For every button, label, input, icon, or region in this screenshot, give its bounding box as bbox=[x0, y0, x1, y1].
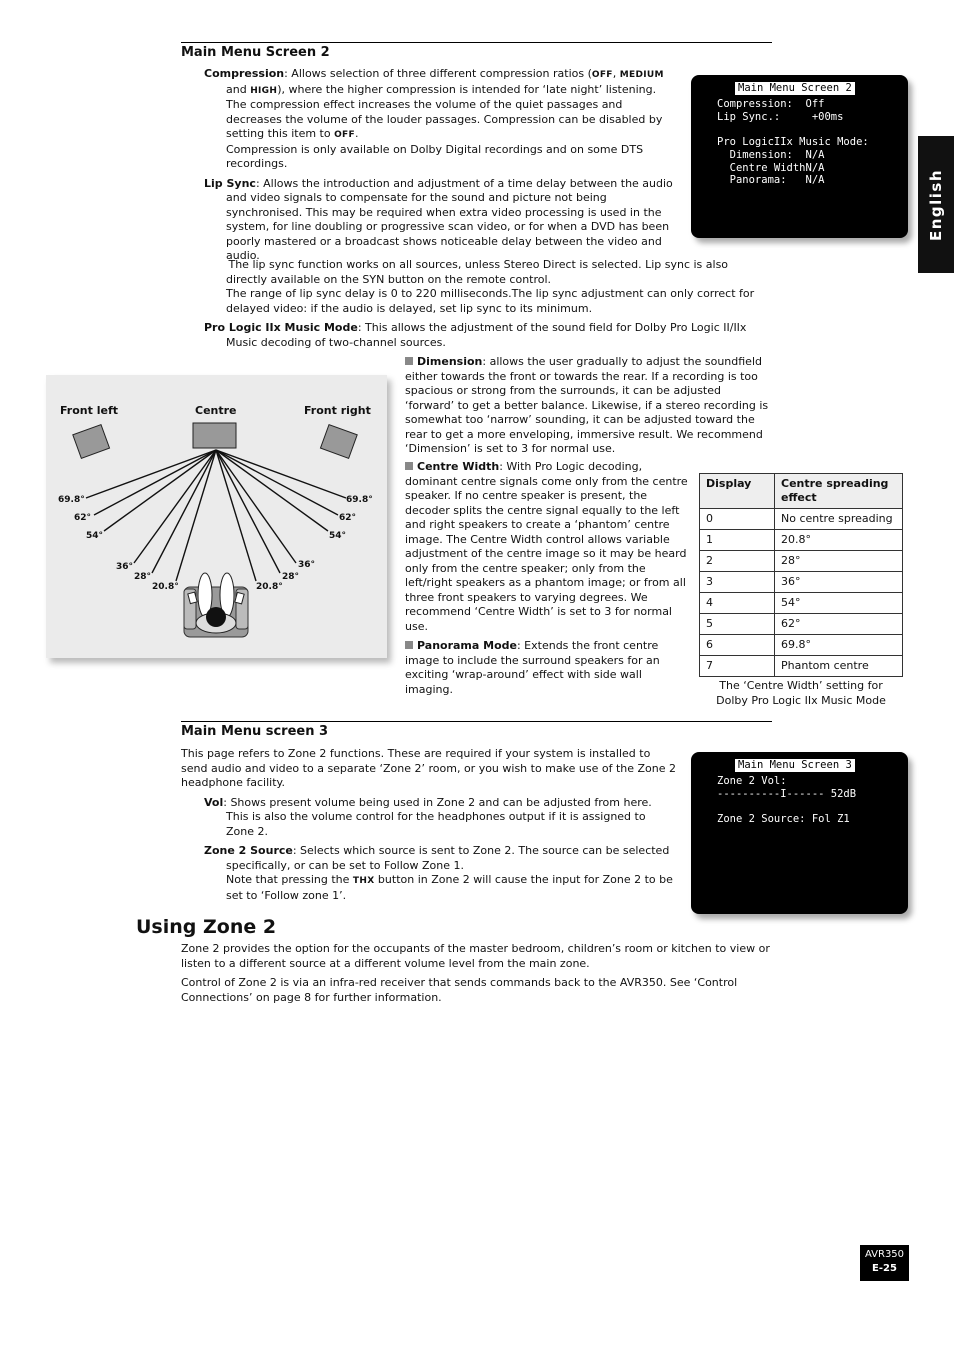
screen3-intro: This page refers to Zone 2 functions. These are required if your system is installed to send audio and video to a separate ‘Zone 2’ room, or you wish to make use of the Zone 2 headphone facility. bbox=[181, 747, 676, 789]
zone2-paragraph: Control of Zone 2 is via an infra-red receiver that sends commands back to the AVR350. See ‘Control Connections’ on page 8 for further information. bbox=[181, 976, 738, 1004]
section-heading: Main Menu Screen 2 bbox=[181, 45, 330, 60]
dimension-item: Dimension: allows the user gradually to adjust the soundfield either towards the front or towards the rear. If a recording is too spacious or strong from the surrounds, it can be adjusted ‘forward’ to get a better balance. Likewise, if a stereo recording is somewhat too ‘narrow’ sounding, it can be adjusted toward the rear to get a more enveloping, immersive result. We recommend ‘Dimension’ is set to 3 for normal use. bbox=[405, 355, 769, 455]
square-bullet-icon bbox=[405, 641, 413, 649]
osd-lines: Zone 2 Vol: ----------I------ 52dB Zone 2 Source: Fol Z1 bbox=[717, 775, 857, 826]
table-caption: The ‘Centre Width’ setting for Dolby Pro Logic IIx Music Mode bbox=[716, 679, 886, 707]
osd-title: Main Menu Screen 3 bbox=[735, 759, 855, 772]
angle-label: 36° bbox=[298, 560, 316, 570]
angle-label: 28° bbox=[282, 572, 300, 582]
listener-illustration bbox=[184, 573, 248, 637]
speaker-diagram-svg bbox=[46, 375, 387, 658]
angle-label: 62° bbox=[339, 513, 357, 523]
table-row: 3 36° bbox=[700, 572, 903, 593]
angle-label: 20.8° bbox=[152, 582, 179, 592]
page-number-box bbox=[860, 1245, 909, 1281]
centre-width-table bbox=[699, 473, 903, 677]
square-bullet-icon bbox=[405, 357, 413, 365]
table-header: Centre spreading effect bbox=[775, 474, 903, 509]
zone2-heading: Using Zone 2 bbox=[136, 916, 277, 938]
osd-screen-3 bbox=[691, 752, 908, 914]
table-row: 4 54° bbox=[700, 593, 903, 614]
table-row: 0 No centre spreading bbox=[700, 509, 903, 530]
section-rule bbox=[181, 721, 772, 722]
angle-label: 54° bbox=[329, 531, 347, 541]
table-row: 7 Phantom centre bbox=[700, 656, 903, 677]
lipsync-item-cont: The lip sync function works on all sources, unless Stereo Direct is selected. Lip sync is also directly available on the SYN button on the remote control. The range of lip sync delay is 0 to 220 milliseconds.The lip sync adjustment can only correct for delayed video: if the audio is delayed, set lip sync to its minimum. bbox=[226, 258, 755, 315]
screen3-text bbox=[181, 747, 676, 908]
angle-label: 69.8° bbox=[58, 495, 85, 505]
square-bullet-icon bbox=[405, 462, 413, 470]
speaker-front-left bbox=[73, 425, 110, 459]
osd-screen-2 bbox=[691, 75, 908, 238]
table-row: 2 28° bbox=[700, 551, 903, 572]
speaker-centre bbox=[193, 423, 236, 448]
angle-label: 69.8° bbox=[346, 495, 373, 505]
table-row: 1 20.8° bbox=[700, 530, 903, 551]
centre-width-item: Centre Width: With Pro Logic decoding, dominant centre signals come only from the centre speaker. If no centre speaker is present, the decoder splits the centre signal equally to the left and right speakers to create a ‘phantom’ centre image. The Centre Width control allows variable adjustment of the centre image so it may be heard only from the centre speaker; only from the left/right speakers as a phantom image; or from all three front speakers to varying degrees. We recommend ‘Centre Width’ is set to 3 for normal use. bbox=[405, 460, 688, 633]
table-row: 6 69.8° bbox=[700, 635, 903, 656]
angle-label: 62° bbox=[74, 513, 92, 523]
angle-label: 36° bbox=[116, 562, 134, 572]
language-tab: English bbox=[918, 136, 954, 273]
zone2-paragraph: Zone 2 provides the option for the occupants of the master bedroom, children’s room or kitchen to view or listen to a different source at a different volume level from the main zone. bbox=[181, 942, 770, 970]
speaker-front-right bbox=[320, 425, 357, 459]
lipsync-item: Lip Sync: Allows the introduction and adjustment of a time delay between the audio and video signals to compensate for the sound and picture not being synchronised. This may be required when extra video processing is used in the system, for line doubling or progressive scan video, or for when a DVD has been poorly mastered or a broadcast shows noticeable delay between the video and audio. bbox=[204, 176, 673, 262]
label-front-left: Front left bbox=[60, 404, 118, 417]
centre-width-table-wrap bbox=[699, 473, 903, 708]
label-centre: Centre bbox=[195, 404, 237, 417]
vol-item: Vol: Shows present volume being used in Zone 2 and can be adjusted from here. This is also the volume control for the headphones output if it is assigned to Zone 2. bbox=[204, 795, 652, 838]
speaker-diagram bbox=[46, 375, 387, 658]
screen2-text bbox=[204, 67, 679, 269]
angle-label: 20.8° bbox=[256, 582, 283, 592]
table-header-row bbox=[700, 474, 903, 509]
dimension-text bbox=[405, 355, 772, 462]
section-rule bbox=[181, 42, 772, 43]
table-header: Display bbox=[700, 474, 775, 509]
model-label: AVR350 bbox=[864, 1249, 905, 1260]
angle-label: 28° bbox=[134, 572, 152, 582]
panorama-item: Panorama Mode: Extends the front centre image to include the surround speakers for an exciting ‘wrap-around’ effect with side wall imaging. bbox=[405, 639, 660, 696]
page-number: E-25 bbox=[872, 1263, 897, 1274]
label-front-right: Front right bbox=[304, 404, 371, 417]
compression-item: Compression: Allows selection of three different compression ratios (OFF, MEDIUM and HIGH), where the higher compression is intended for ‘late night’ listening. The compression effect increases the volume of the quiet passages and decreases the volume of the louder passages. Compression can be disabled by setting this item to OFF. Compression is only available on Dolby Digital recordings and on some DTS recordings. bbox=[204, 67, 664, 170]
zone2-source-item: Zone 2 Source: Selects which source is sent to Zone 2. The source can be selected specifically, or can be set to Follow Zone 1. Note that pressing the THX button in Zone 2 will cause the input for Zone 2 to be set to ‘Follow zone 1’. bbox=[204, 844, 673, 902]
osd-title: Main Menu Screen 2 bbox=[735, 82, 855, 95]
zone2-text bbox=[181, 942, 772, 1010]
centre-width-text bbox=[405, 460, 688, 702]
table-row: 5 62° bbox=[700, 614, 903, 635]
section-heading: Main Menu screen 3 bbox=[181, 724, 329, 739]
osd-lines: Compression: Off Lip Sync.: +00ms Pro LogicIIx Music Mode: Dimension: N/A Centre WidthN/A Panorama: N/A bbox=[717, 98, 869, 187]
prologic-item: Pro Logic IIx Music Mode: This allows the adjustment of the sound field for Dolby Pro Logic II/IIx Music decoding of two-channel sources. bbox=[204, 321, 747, 349]
screen2-text-wide bbox=[204, 258, 772, 355]
angle-label: 54° bbox=[86, 531, 104, 541]
